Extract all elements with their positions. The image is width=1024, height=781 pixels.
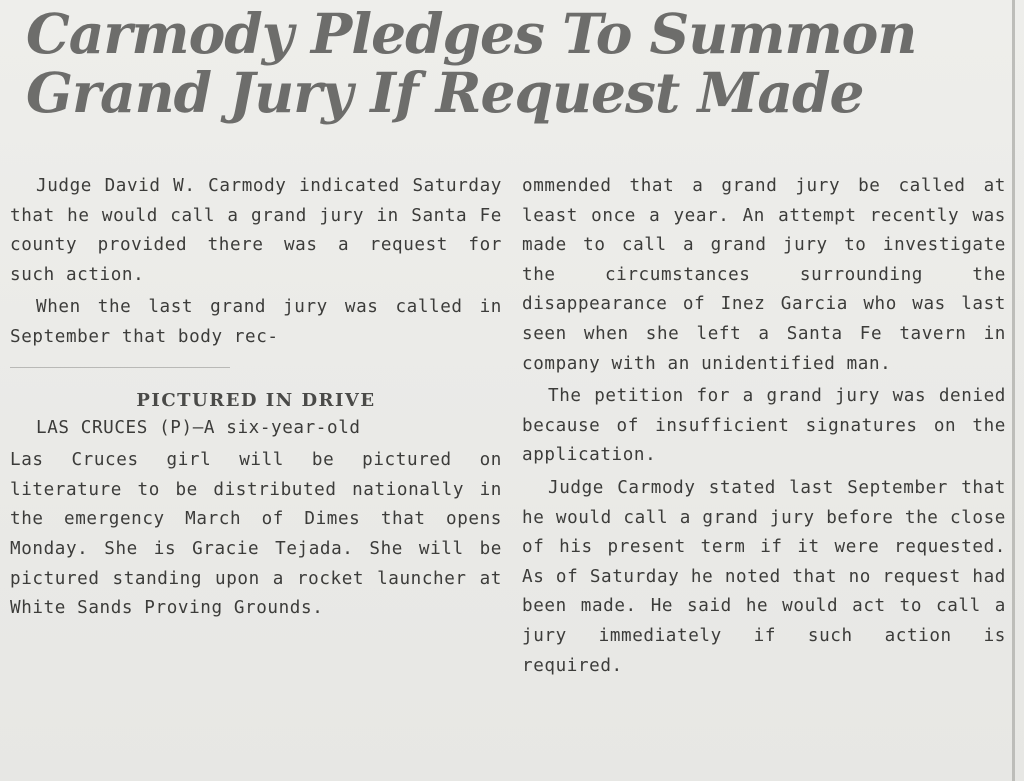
left-column (10, 172, 502, 627)
column-divider (10, 367, 230, 368)
brief-body: Las Cruces girl will be pictured on literature to be distributed nationally in the emergency March of Dimes that opens Monday. She is Gracie Tejada. She will be pictured standing upon a rocket launcher at White Sands Proving Grounds. (10, 450, 502, 619)
article-paragraph: When the last grand jury was called in September that body rec- (10, 297, 502, 347)
article-paragraph: Judge David W. Carmody indicated Saturday that he would call a grand jury in Santa Fe county provided there was a request for such action. (10, 176, 502, 285)
article-headline: Carmody Pledges To Summon Grand Jury If Request Made (26, 1, 917, 125)
article-paragraph: ommended that a grand jury be called at least once a year. An attempt recently was made to call a grand jury to investigate the circumstances surrounding the disappearance of Inez Garcia who was last seen when she left a Santa Fe tavern in company with an unidentified man. (522, 176, 1006, 374)
brief-dateline: LAS CRUCES (P)—A six-year-old (36, 417, 361, 438)
article-paragraph: Judge Carmody stated last September that he would call a grand jury before the close of his present term if it were requested. As of Saturday he noted that no request had been made. He said he would act to call a jury immediately if such action is required. (522, 477, 1006, 676)
right-column (522, 172, 1006, 684)
article-paragraph: The petition for a grand jury was denied because of insufficient signatures on the application. (522, 386, 1006, 466)
page-edge-rule (1012, 0, 1015, 781)
brief-headline: PICTURED IN DRIVE (136, 389, 376, 411)
